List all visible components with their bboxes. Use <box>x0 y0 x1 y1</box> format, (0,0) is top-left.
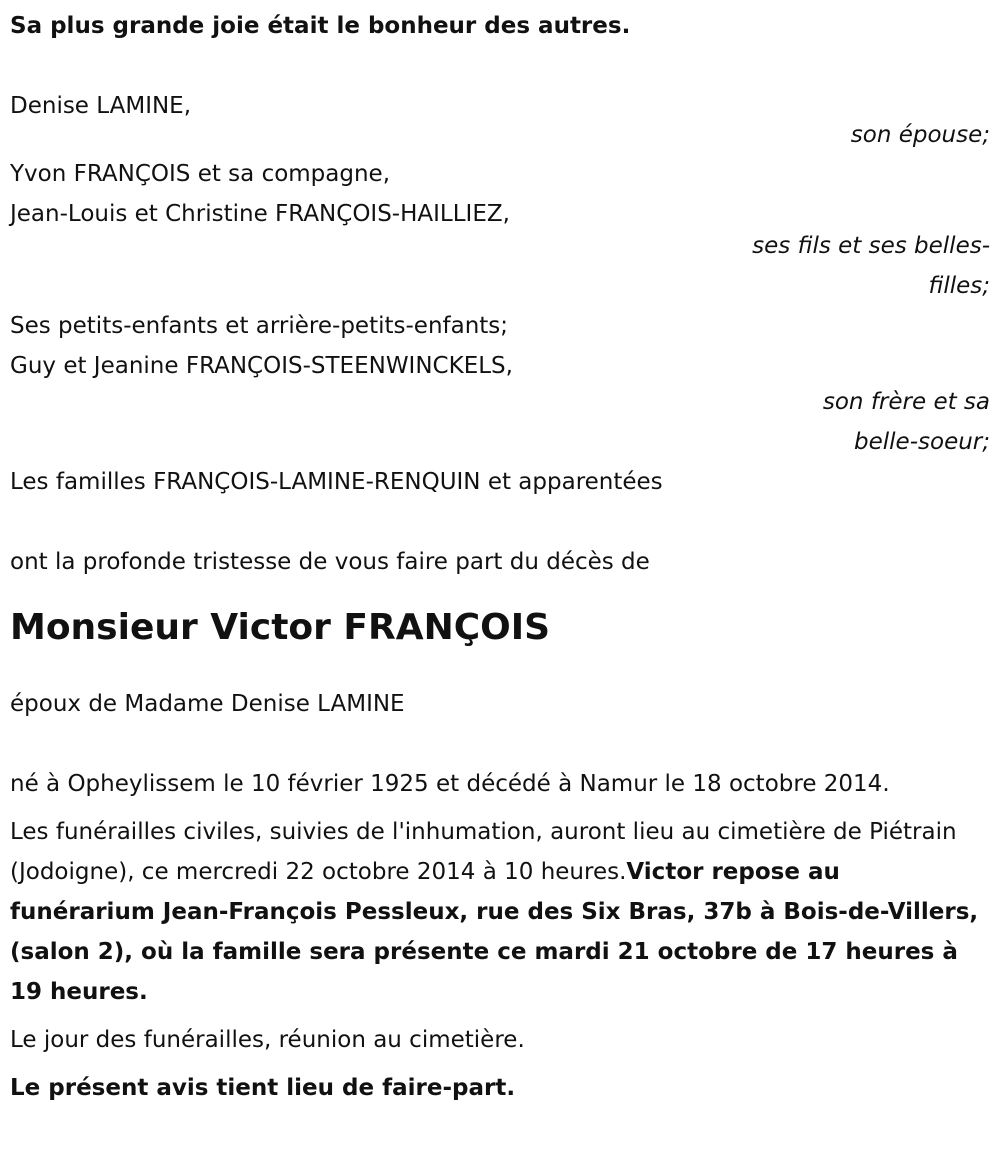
spouse-of: époux de Madame Denise LAMINE <box>10 691 405 717</box>
siblings-name: Guy et Jeanine FRANÇOIS-STEENWINCKELS, <box>10 353 513 379</box>
announcement: ont la profonde tristesse de vous faire part du décès de <box>10 549 650 575</box>
siblings-relation-1: son frère et sa <box>822 389 990 415</box>
birth-death: né à Opheylissem le 10 février 1925 et décédé à Namur le 18 octobre 2014. <box>10 771 890 797</box>
deceased-name: Monsieur Victor FRANÇOIS <box>10 607 551 648</box>
sons-line-1: Yvon FRANÇOIS et sa compagne, <box>10 161 391 187</box>
motto: Sa plus grande joie était le bonheur des autres. <box>10 13 631 39</box>
families: Les familles FRANÇOIS-LAMINE-RENQUIN et apparentées <box>10 469 663 495</box>
spouse-name: Denise LAMINE, <box>10 93 192 119</box>
funeral-text: Les funérailles civiles, suivies de l'inhumation, auront lieu au cimetière de Piétrain (Jodoigne), ce mercredi 22 octobre 2014 à 10 heures. <box>10 819 957 885</box>
sons-relation-1: ses fils et ses belles- <box>752 233 990 259</box>
notice: Le présent avis tient lieu de faire-part. <box>10 1075 516 1101</box>
gathering: Le jour des funérailles, réunion au cimetière. <box>10 1027 525 1053</box>
grandchildren: Ses petits-enfants et arrière-petits-enfants; <box>10 313 509 339</box>
sons-relation-2: filles; <box>928 273 990 299</box>
funeral-bold-text: Victor repose au funérarium Jean-François Pessleux, rue des Six Bras, 37b à Bois-de-Villers,(salon 2), où la famille sera présente ce mardi 21 octobre de 17 heures à 19 heures. <box>10 859 979 1005</box>
spouse-relation: son épouse; <box>850 122 990 148</box>
funeral-paragraph <box>10 812 990 1012</box>
sons-line-2: Jean-Louis et Christine FRANÇOIS-HAILLIEZ, <box>10 201 510 227</box>
siblings-relation-2: belle-soeur; <box>854 429 990 455</box>
